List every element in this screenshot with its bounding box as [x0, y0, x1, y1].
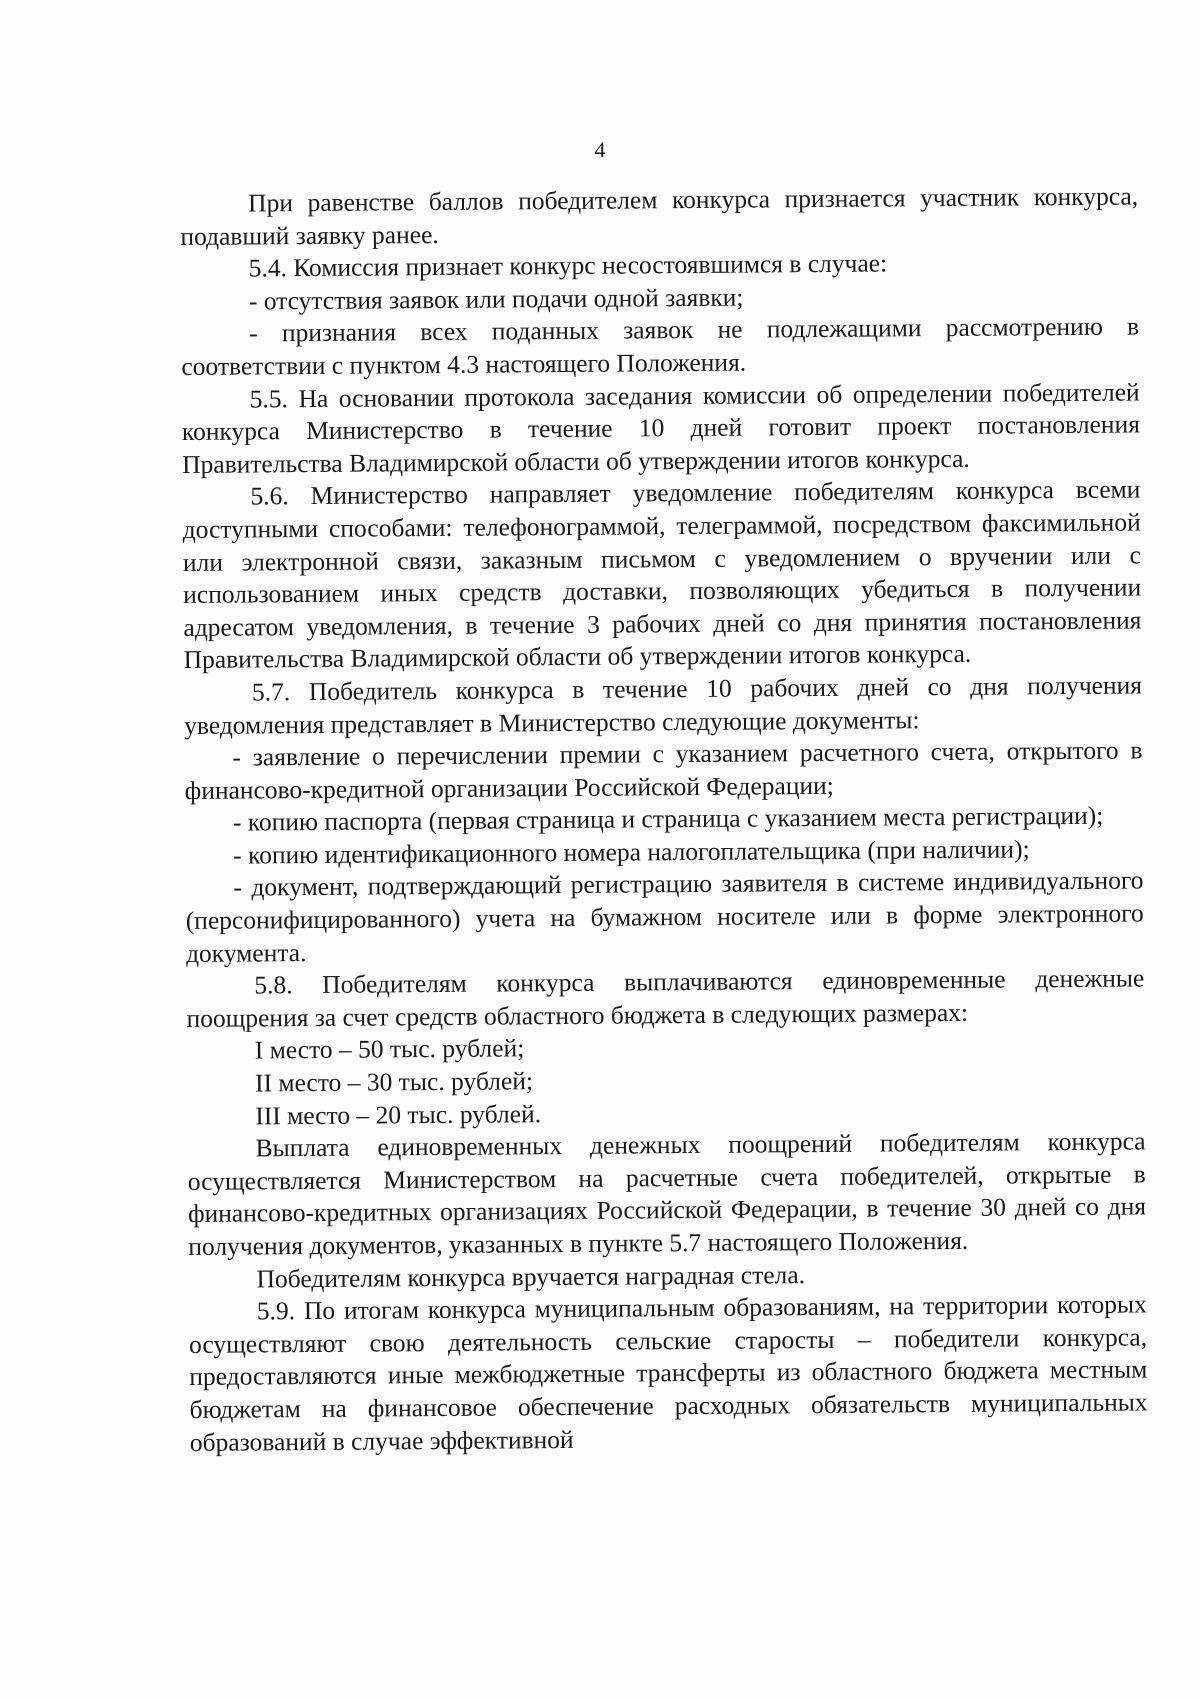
paragraph-5-7: 5.7. Победитель конкурса в течение 10 рабочих дней со дня получения уведомления представляет в Министерство следующие документы:: [184, 670, 1143, 740]
paragraph-5-5: 5.5. На основании протокола заседания комиссии об определении победителей конкурса Министерство в течение 10 дней готовит проект постановления Правительства Владимирской области об утверждении итогов конкурса.: [181, 377, 1140, 479]
list-item-registration-document: - документ, подтверждающий регистрацию заявителя в системе индивидуального (персонифицированного) учета на бумажном носителе или в форме электронного документа.: [185, 865, 1144, 968]
list-item-tax-number: - копию идентификационного номера налогоплательщика (при наличии);: [233, 834, 1030, 870]
page-number: 4: [594, 137, 606, 162]
prize-third-place: III место – 20 тыс. рублей.: [255, 1098, 542, 1131]
paragraph-5-8: 5.8. Победителям конкурса выплачиваются единовременные денежные поощрения за счет средств областного бюджета в следующих размерах:: [186, 963, 1145, 1033]
document-body: [180, 180, 1148, 1459]
prize-second-place: II место – 30 тыс. рублей;: [254, 1066, 534, 1098]
list-item-no-applications: - отсутствия заявок или подачи одной заявки;: [248, 282, 744, 316]
prize-first-place: I место – 50 тыс. рублей;: [254, 1033, 525, 1065]
list-item-statement: - заявление о перечислении премии с указанием расчетного счета, открытого в финансово-кредитной организации Российской Федерации;: [184, 735, 1143, 805]
paragraph-payment: Выплата единовременных денежных поощрений победителям конкурса осуществляется Министерством на расчетные счета победителей, открытые в финансово-кредитных организациях Российской Федерации, в течение 30 дней со дня получения документов, указанных в пункте 5.7 настоящего Положения.: [187, 1126, 1147, 1261]
paragraph-5-9: 5.9. По итогам конкурса муниципальным образованиям, на территории которых осуществляют свою деятельность сельские старосты – победители конкурса, предоставляются иные межбюджетные трансферты из областного бюджета местным бюджетам на финансовое обеспечение расходных обязательств муниципальных образований в случае эффективной: [188, 1289, 1148, 1457]
paragraph-5-4: 5.4. Комиссия признает конкурс несостоявшимся в случае:: [248, 248, 888, 283]
list-item-passport: - копию паспорта (первая страница и страница с указанием места регистрации);: [232, 801, 1104, 837]
paragraph-award-stele: Победителям конкурса вручается наградная стела.: [256, 1259, 806, 1294]
paragraph-5-6: 5.6. Министерство направляет уведомление победителям конкурса всеми доступными способами: телефонограммой, телеграммой, посредством факсимильной или электронной связи, заказным письмом с уведомлением о вручении или с использованием иных средств доставки, позволяющих убедиться в получении адресатом уведомления, в течение 3 рабочих дней со дня принятия постановления Правительства Владимирской области об утверждении итогов конкурса.: [182, 474, 1142, 675]
list-item-all-rejected: - признания всех поданных заявок не подлежащими рассмотрению в соответствии с пунктом 4.3 настоящего Положения.: [181, 311, 1140, 381]
paragraph-tie-rule: При равенстве баллов победителем конкурса признается участник конкурса, подавший заявку ранее.: [180, 181, 1139, 251]
